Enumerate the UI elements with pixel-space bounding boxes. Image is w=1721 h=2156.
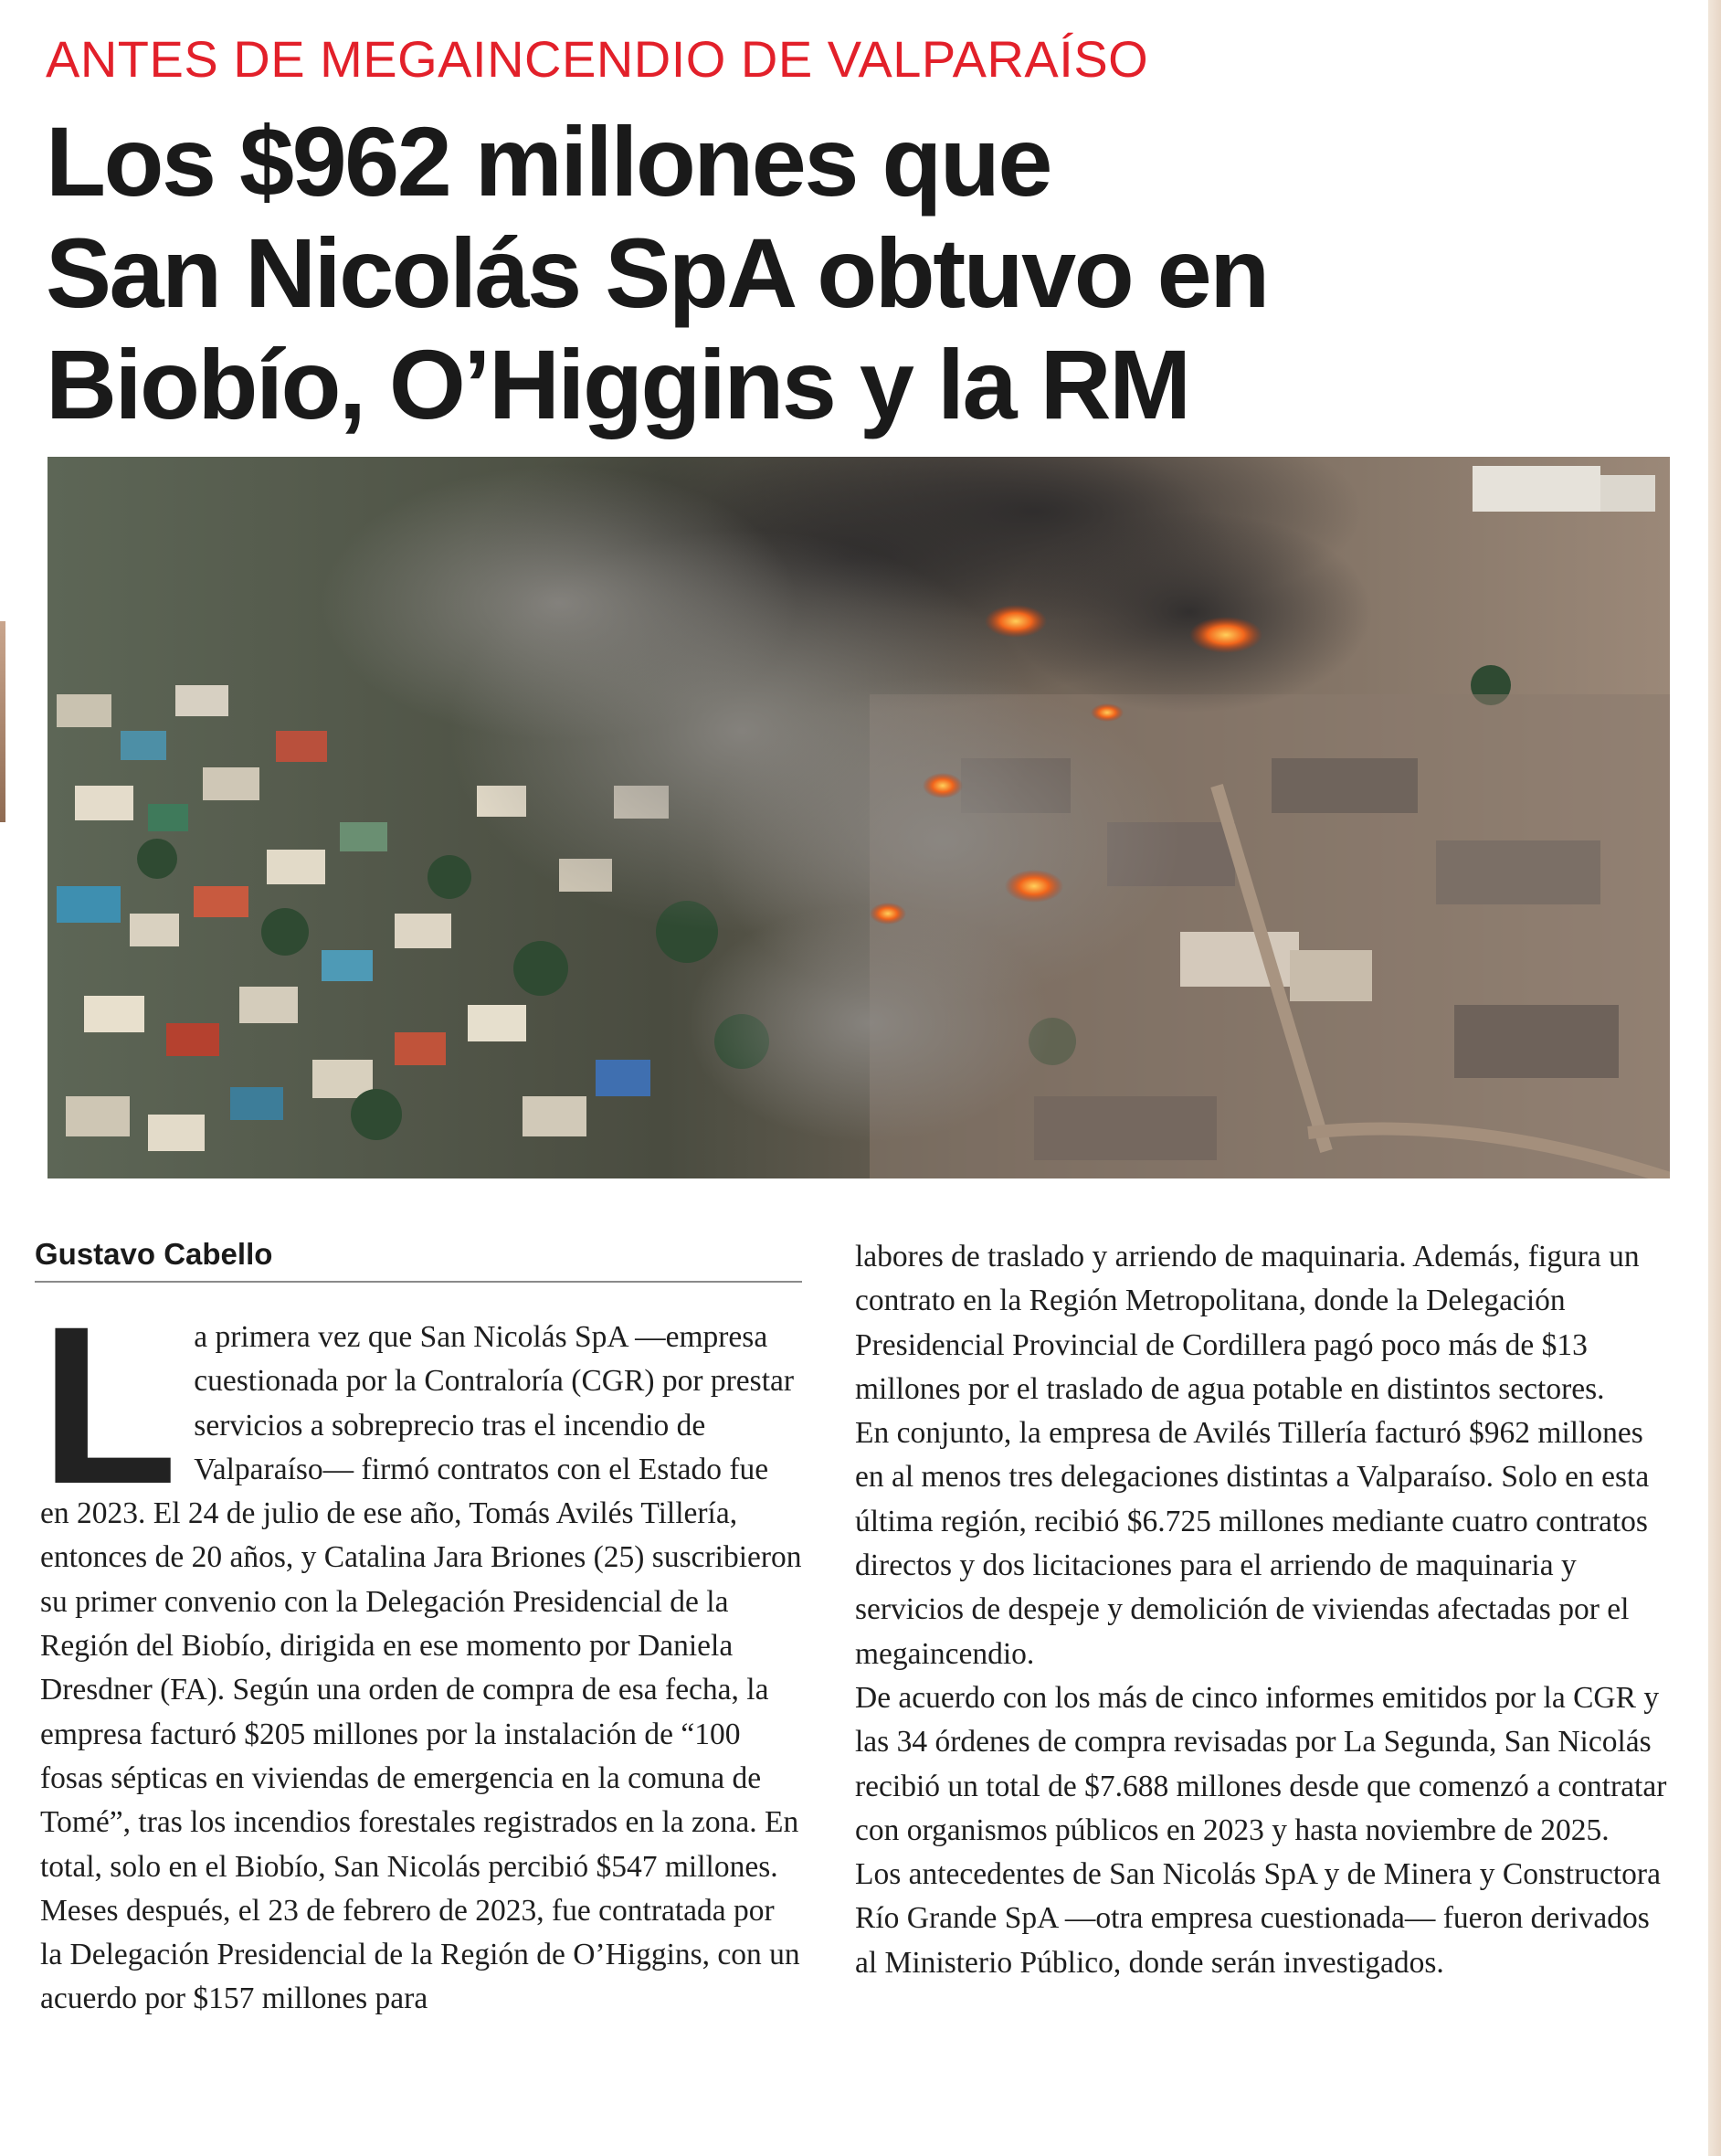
adjacent-page-edge xyxy=(0,621,5,822)
paragraph: Meses después, el 23 de febrero de 2023, fue contratada por la Delegación Presidencial de la Región de O’Higgins, con un acuerdo por $157 millones para xyxy=(40,1893,800,2016)
kicker: ANTES DE MEGAINCENDIO DE VALPARAÍSO xyxy=(46,30,1149,88)
headline xyxy=(46,106,1268,440)
article-column-2 xyxy=(855,1235,1670,1985)
headline-line: Los $962 millones que xyxy=(46,106,1051,217)
paragraph: Los antecedentes de San Nicolás SpA y de Minera y Constructora Río Grande SpA —otra empresa cuestionada— fueron derivados al Ministerio Público, donde serán investigados. xyxy=(855,1857,1661,1980)
article-column-1 xyxy=(40,1280,804,2022)
page-edge xyxy=(1708,0,1721,2156)
paragraph: En conjunto, la empresa de Avilés Tillería facturó $962 millones en al menos tres delegaciones distintas a Valparaíso. Solo en esta última región, recibió $6.725 millones mediante cuatro contratos directos y dos licitaciones para el arriendo de maquinaria y servicios de despeje y demolición de viviendas afectadas por el megaincendio. xyxy=(855,1416,1650,1671)
paragraph: labores de traslado y arriendo de maquinaria. Además, figura un contrato en la Región Metropolitana, donde la Delegación Presidencial Provincial de Cordillera pagó poco más de $13 millones por el traslado de agua potable en distintos sectores. xyxy=(855,1240,1640,1406)
headline-line: San Nicolás SpA obtuvo en xyxy=(46,217,1268,328)
paragraph: La primera vez que San Nicolás SpA —empresa cuestionada por la Contraloría (CGR) por prestar servicios a sobreprecio tras el incendio de Valparaíso— firmó contratos con el Estado fue en 2023. El 24 de julio de ese año, Tomás Avilés Tillería, entonces de 20 años, y Catalina Jara Briones (25) suscribieron su primer convenio con la Delegación Presidencial de la Región del Biobío, dirigida en ese momento por Daniela Dresdner (FA). Según una orden de compra de esa fecha, la empresa facturó $205 millones por la instalación de “100 fosas sépticas en viviendas de emergencia en la comuna de Tomé”, tras los incendios forestales registrados en la zona. En total, solo en el Biobío, San Nicolás percibió $547 millones. xyxy=(40,1280,802,1884)
headline-line: Biobío, O’Higgins y la RM xyxy=(46,329,1189,439)
byline: Gustavo Cabello xyxy=(35,1237,802,1283)
paragraph: De acuerdo con los más de cinco informes emitidos por la CGR y las 34 órdenes de compra revisadas por La Segunda, San Nicolás recibió un total de $7.688 millones desde que comenzó a contratar con organismos públicos en 2023 y hasta noviembre de 2025. xyxy=(855,1680,1667,1847)
drop-cap: L xyxy=(40,1280,178,1531)
aerial-fire-photo xyxy=(48,457,1670,1178)
